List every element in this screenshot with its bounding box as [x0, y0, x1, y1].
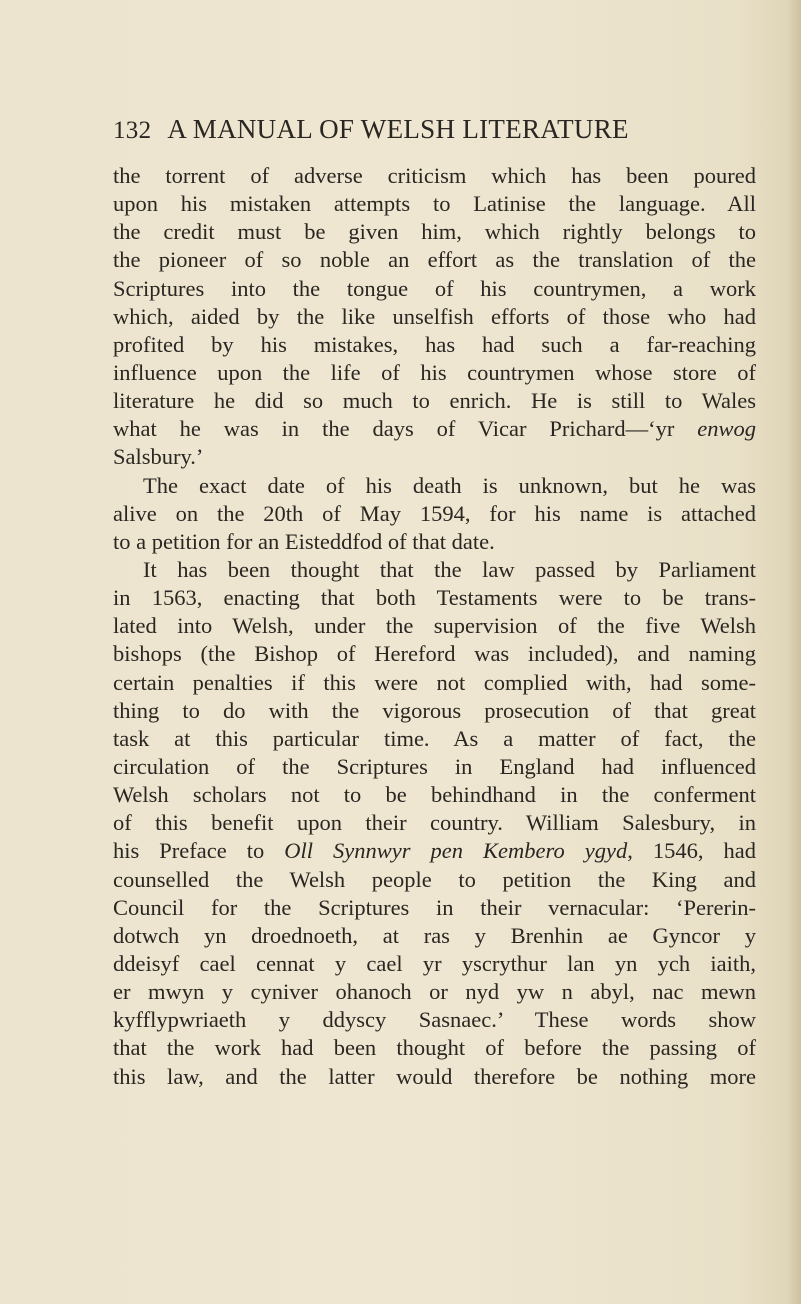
text-line: the torrent of adverse criticism which has been poured	[113, 163, 756, 188]
text-line: Welsh scholars not to be behindhand in the conferment	[113, 782, 756, 808]
text-line: certain penalties if this were not complied with, had some-	[113, 669, 756, 695]
italic-word: enwog	[697, 416, 756, 442]
text-line: Scriptures into the tongue of his countrymen, a work	[113, 275, 756, 301]
text-line: kyfflypwriaeth y ddyscy Sasnaec.’ These words show	[113, 1007, 756, 1033]
text-line: Council for the Scriptures in their vernacular: ‘Pererin-	[113, 894, 756, 920]
running-head	[113, 114, 629, 145]
text-line: in 1563, enacting that both Testaments were to be trans-	[113, 585, 756, 611]
text-line: lated into Welsh, under the supervision of the five Welsh	[113, 613, 756, 639]
text-line: profited by his mistakes, has had such a far-reaching	[113, 331, 756, 357]
text-line: ddeisyf cael cennat y cael yr yscrythur lan yn ych iaith,	[113, 950, 756, 976]
text-line	[113, 837, 756, 865]
text-line: which, aided by the like unselfish efforts of those who had	[113, 303, 756, 329]
paragraph-start-line: It has been thought that the law passed by Parliament	[143, 556, 756, 582]
page-number: 132	[113, 117, 152, 144]
text-line: that the work had been thought of before the passing of	[113, 1035, 756, 1061]
text-line: the pioneer of so noble an effort as the translation of the	[113, 247, 756, 273]
text-segment: , 1546, had	[627, 838, 756, 864]
text-segment: his Preface to	[113, 838, 285, 864]
text-line	[113, 415, 756, 443]
text-line: this law, and the latter would therefore be nothing more	[113, 1063, 756, 1089]
text-line: to a petition for an Eisteddfod of that date.	[113, 528, 495, 554]
text-line: upon his mistaken attempts to Latinise the language. All	[113, 191, 756, 217]
italic-book-title: Oll Synnwyr pen Kembero ygyd	[284, 838, 628, 864]
book-title: A MANUAL OF WELSH LITERATURE	[167, 114, 629, 144]
text-segment: what he was in the days of Vicar Prichard—‘yr	[113, 416, 698, 442]
text-line: Salsbury.’	[113, 444, 204, 470]
body-text	[113, 162, 756, 1091]
text-line: er mwyn y cyniver ohanoch or nyd yw n abyl, nac mewn	[113, 979, 756, 1005]
paragraph-start-line: The exact date of his death is unknown, but he was	[143, 472, 756, 498]
text-line: influence upon the life of his countrymen whose store of	[113, 359, 756, 385]
text-line: bishops (the Bishop of Hereford was included), and naming	[113, 641, 756, 667]
text-line: counselled the Welsh people to petition the King and	[113, 866, 756, 892]
page-edge-shadow	[787, 0, 801, 1304]
text-line: the credit must be given him, which rightly belongs to	[113, 219, 756, 245]
text-line: thing to do with the vigorous prosecution of that great	[113, 697, 756, 723]
text-line: of this benefit upon their country. William Salesbury, in	[113, 810, 756, 836]
text-line: literature he did so much to enrich. He is still to Wales	[113, 388, 756, 414]
text-line: circulation of the Scriptures in England had influenced	[113, 753, 756, 779]
text-line: alive on the 20th of May 1594, for his name is attached	[113, 500, 756, 526]
text-line: dotwch yn droednoeth, at ras y Brenhin ae Gyncor y	[113, 922, 756, 948]
text-line: task at this particular time. As a matter of fact, the	[113, 725, 756, 751]
